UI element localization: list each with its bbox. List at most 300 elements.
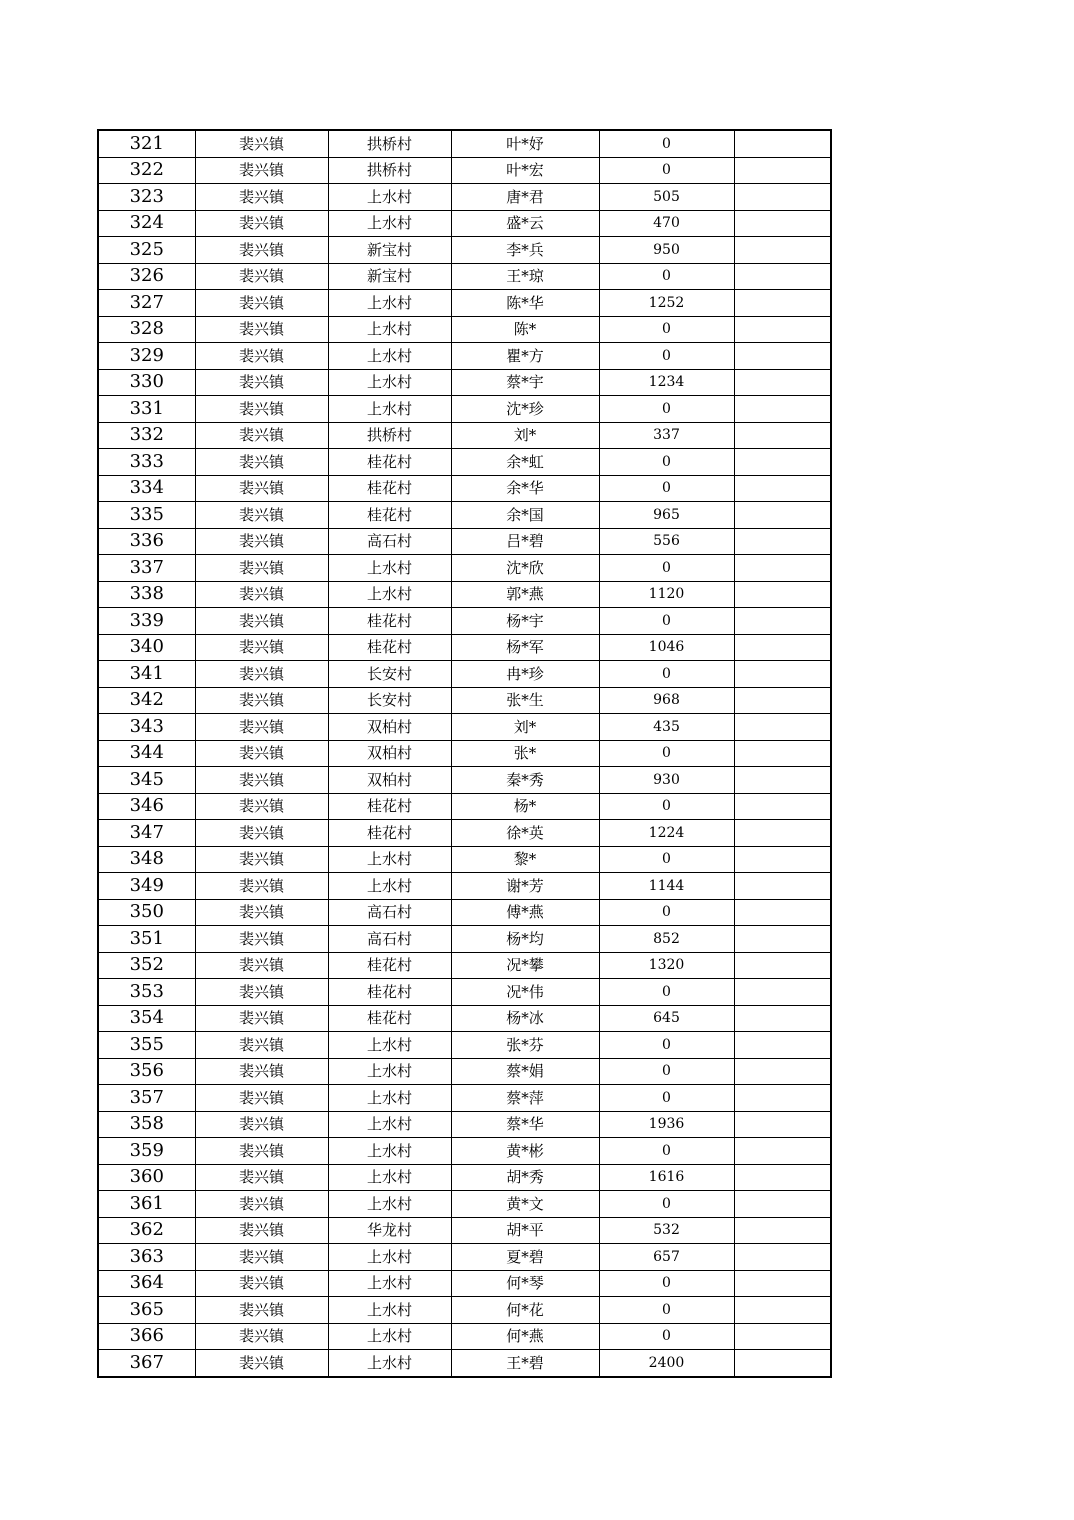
cell-remark bbox=[734, 396, 831, 423]
cell-village: 桂花村 bbox=[328, 608, 451, 635]
cell-amount: 1252 bbox=[599, 290, 734, 317]
cell-name: 秦*秀 bbox=[451, 767, 599, 794]
cell-town: 裴兴镇 bbox=[195, 369, 328, 396]
cell-remark bbox=[734, 422, 831, 449]
cell-village: 双柏村 bbox=[328, 767, 451, 794]
cell-amount: 0 bbox=[599, 899, 734, 926]
cell-row-number: 358 bbox=[98, 1111, 195, 1138]
table-row bbox=[98, 714, 831, 741]
cell-row-number: 341 bbox=[98, 661, 195, 688]
table-row bbox=[98, 1164, 831, 1191]
cell-name: 况*攀 bbox=[451, 952, 599, 979]
cell-name: 郭*燕 bbox=[451, 581, 599, 608]
cell-amount: 435 bbox=[599, 714, 734, 741]
cell-town: 裴兴镇 bbox=[195, 1244, 328, 1271]
cell-name: 杨*宇 bbox=[451, 608, 599, 635]
cell-village: 桂花村 bbox=[328, 952, 451, 979]
table-row bbox=[98, 793, 831, 820]
cell-amount: 0 bbox=[599, 661, 734, 688]
cell-remark bbox=[734, 130, 831, 157]
cell-remark bbox=[734, 475, 831, 502]
cell-village: 上水村 bbox=[328, 369, 451, 396]
cell-name: 张*芬 bbox=[451, 1032, 599, 1059]
cell-row-number: 350 bbox=[98, 899, 195, 926]
cell-village: 上水村 bbox=[328, 1270, 451, 1297]
cell-town: 裴兴镇 bbox=[195, 899, 328, 926]
cell-row-number: 338 bbox=[98, 581, 195, 608]
cell-name: 沈*欣 bbox=[451, 555, 599, 582]
cell-remark bbox=[734, 210, 831, 237]
cell-town: 裴兴镇 bbox=[195, 130, 328, 157]
cell-village: 长安村 bbox=[328, 661, 451, 688]
cell-name: 刘* bbox=[451, 422, 599, 449]
cell-town: 裴兴镇 bbox=[195, 581, 328, 608]
table-row bbox=[98, 820, 831, 847]
cell-name: 叶*宏 bbox=[451, 157, 599, 184]
cell-name: 冉*珍 bbox=[451, 661, 599, 688]
cell-remark bbox=[734, 449, 831, 476]
cell-village: 拱桥村 bbox=[328, 130, 451, 157]
cell-amount: 0 bbox=[599, 130, 734, 157]
cell-village: 高石村 bbox=[328, 926, 451, 953]
cell-town: 裴兴镇 bbox=[195, 661, 328, 688]
cell-name: 唐*君 bbox=[451, 184, 599, 211]
cell-name: 张* bbox=[451, 740, 599, 767]
cell-town: 裴兴镇 bbox=[195, 475, 328, 502]
cell-name: 杨*军 bbox=[451, 634, 599, 661]
cell-amount: 0 bbox=[599, 740, 734, 767]
cell-row-number: 337 bbox=[98, 555, 195, 582]
cell-remark bbox=[734, 634, 831, 661]
cell-village: 上水村 bbox=[328, 1323, 451, 1350]
cell-remark bbox=[734, 1244, 831, 1271]
cell-town: 裴兴镇 bbox=[195, 1111, 328, 1138]
cell-town: 裴兴镇 bbox=[195, 1032, 328, 1059]
cell-name: 张*生 bbox=[451, 687, 599, 714]
cell-name: 黄*文 bbox=[451, 1191, 599, 1218]
cell-remark bbox=[734, 581, 831, 608]
cell-remark bbox=[734, 1138, 831, 1165]
cell-name: 李*兵 bbox=[451, 237, 599, 264]
cell-name: 何*琴 bbox=[451, 1270, 599, 1297]
cell-name: 陈* bbox=[451, 316, 599, 343]
cell-row-number: 356 bbox=[98, 1058, 195, 1085]
cell-town: 裴兴镇 bbox=[195, 820, 328, 847]
cell-amount: 505 bbox=[599, 184, 734, 211]
cell-amount: 1144 bbox=[599, 873, 734, 900]
cell-village: 桂花村 bbox=[328, 502, 451, 529]
cell-village: 上水村 bbox=[328, 1032, 451, 1059]
cell-remark bbox=[734, 846, 831, 873]
cell-town: 裴兴镇 bbox=[195, 1217, 328, 1244]
table-row bbox=[98, 237, 831, 264]
cell-town: 裴兴镇 bbox=[195, 926, 328, 953]
table-row bbox=[98, 1270, 831, 1297]
cell-village: 上水村 bbox=[328, 396, 451, 423]
table-row bbox=[98, 396, 831, 423]
cell-remark bbox=[734, 926, 831, 953]
cell-amount: 0 bbox=[599, 1058, 734, 1085]
cell-town: 裴兴镇 bbox=[195, 263, 328, 290]
cell-village: 上水村 bbox=[328, 1111, 451, 1138]
table-row bbox=[98, 475, 831, 502]
cell-name: 杨*均 bbox=[451, 926, 599, 953]
table-row bbox=[98, 1085, 831, 1112]
cell-village: 拱桥村 bbox=[328, 422, 451, 449]
cell-remark bbox=[734, 1085, 831, 1112]
cell-name: 黎* bbox=[451, 846, 599, 873]
cell-remark bbox=[734, 343, 831, 370]
table-row bbox=[98, 952, 831, 979]
table-row bbox=[98, 210, 831, 237]
cell-village: 拱桥村 bbox=[328, 157, 451, 184]
cell-remark bbox=[734, 873, 831, 900]
cell-remark bbox=[734, 1111, 831, 1138]
cell-amount: 965 bbox=[599, 502, 734, 529]
table-row bbox=[98, 740, 831, 767]
cell-row-number: 333 bbox=[98, 449, 195, 476]
table-body bbox=[98, 130, 831, 1377]
cell-town: 裴兴镇 bbox=[195, 1350, 328, 1377]
cell-row-number: 349 bbox=[98, 873, 195, 900]
cell-town: 裴兴镇 bbox=[195, 714, 328, 741]
cell-name: 余*虹 bbox=[451, 449, 599, 476]
cell-village: 桂花村 bbox=[328, 634, 451, 661]
table-row bbox=[98, 846, 831, 873]
cell-amount: 1234 bbox=[599, 369, 734, 396]
cell-row-number: 335 bbox=[98, 502, 195, 529]
cell-town: 裴兴镇 bbox=[195, 1164, 328, 1191]
cell-village: 上水村 bbox=[328, 1191, 451, 1218]
cell-town: 裴兴镇 bbox=[195, 608, 328, 635]
cell-remark bbox=[734, 1297, 831, 1324]
cell-row-number: 351 bbox=[98, 926, 195, 953]
cell-village: 桂花村 bbox=[328, 793, 451, 820]
cell-row-number: 321 bbox=[98, 130, 195, 157]
cell-amount: 1936 bbox=[599, 1111, 734, 1138]
cell-row-number: 355 bbox=[98, 1032, 195, 1059]
cell-amount: 1120 bbox=[599, 581, 734, 608]
table-row bbox=[98, 1032, 831, 1059]
cell-remark bbox=[734, 1270, 831, 1297]
cell-row-number: 331 bbox=[98, 396, 195, 423]
cell-amount: 1046 bbox=[599, 634, 734, 661]
cell-row-number: 343 bbox=[98, 714, 195, 741]
cell-row-number: 363 bbox=[98, 1244, 195, 1271]
cell-remark bbox=[734, 979, 831, 1006]
cell-village: 上水村 bbox=[328, 555, 451, 582]
cell-village: 上水村 bbox=[328, 316, 451, 343]
cell-amount: 0 bbox=[599, 316, 734, 343]
table-row bbox=[98, 1138, 831, 1165]
cell-amount: 0 bbox=[599, 157, 734, 184]
cell-remark bbox=[734, 1058, 831, 1085]
table-row bbox=[98, 290, 831, 317]
cell-remark bbox=[734, 237, 831, 264]
cell-remark bbox=[734, 1323, 831, 1350]
table-row bbox=[98, 343, 831, 370]
cell-village: 双柏村 bbox=[328, 740, 451, 767]
table-row bbox=[98, 555, 831, 582]
cell-village: 上水村 bbox=[328, 846, 451, 873]
cell-town: 裴兴镇 bbox=[195, 952, 328, 979]
cell-row-number: 334 bbox=[98, 475, 195, 502]
cell-village: 上水村 bbox=[328, 1085, 451, 1112]
table-row bbox=[98, 1244, 831, 1271]
cell-town: 裴兴镇 bbox=[195, 1191, 328, 1218]
cell-row-number: 365 bbox=[98, 1297, 195, 1324]
table-row bbox=[98, 687, 831, 714]
cell-amount: 0 bbox=[599, 1085, 734, 1112]
cell-name: 夏*碧 bbox=[451, 1244, 599, 1271]
cell-village: 上水村 bbox=[328, 873, 451, 900]
cell-amount: 852 bbox=[599, 926, 734, 953]
cell-town: 裴兴镇 bbox=[195, 555, 328, 582]
cell-row-number: 364 bbox=[98, 1270, 195, 1297]
cell-amount: 0 bbox=[599, 846, 734, 873]
cell-row-number: 336 bbox=[98, 528, 195, 555]
cell-village: 上水村 bbox=[328, 1058, 451, 1085]
cell-row-number: 328 bbox=[98, 316, 195, 343]
table-row bbox=[98, 449, 831, 476]
cell-village: 上水村 bbox=[328, 1164, 451, 1191]
cell-village: 上水村 bbox=[328, 210, 451, 237]
cell-amount: 0 bbox=[599, 1270, 734, 1297]
cell-town: 裴兴镇 bbox=[195, 740, 328, 767]
cell-remark bbox=[734, 608, 831, 635]
cell-town: 裴兴镇 bbox=[195, 316, 328, 343]
cell-name: 刘* bbox=[451, 714, 599, 741]
cell-row-number: 354 bbox=[98, 1005, 195, 1032]
table-row bbox=[98, 130, 831, 157]
cell-remark bbox=[734, 290, 831, 317]
cell-name: 况*伟 bbox=[451, 979, 599, 1006]
cell-village: 高石村 bbox=[328, 899, 451, 926]
cell-row-number: 345 bbox=[98, 767, 195, 794]
cell-row-number: 362 bbox=[98, 1217, 195, 1244]
table-row bbox=[98, 184, 831, 211]
cell-name: 胡*秀 bbox=[451, 1164, 599, 1191]
cell-town: 裴兴镇 bbox=[195, 343, 328, 370]
table-row bbox=[98, 316, 831, 343]
cell-row-number: 353 bbox=[98, 979, 195, 1006]
cell-amount: 0 bbox=[599, 793, 734, 820]
table-row bbox=[98, 502, 831, 529]
cell-village: 上水村 bbox=[328, 1244, 451, 1271]
cell-row-number: 323 bbox=[98, 184, 195, 211]
cell-town: 裴兴镇 bbox=[195, 210, 328, 237]
cell-town: 裴兴镇 bbox=[195, 687, 328, 714]
cell-remark bbox=[734, 157, 831, 184]
cell-village: 上水村 bbox=[328, 581, 451, 608]
cell-row-number: 339 bbox=[98, 608, 195, 635]
table-row bbox=[98, 422, 831, 449]
cell-village: 新宝村 bbox=[328, 237, 451, 264]
cell-name: 沈*珍 bbox=[451, 396, 599, 423]
cell-amount: 0 bbox=[599, 979, 734, 1006]
cell-remark bbox=[734, 502, 831, 529]
data-table bbox=[97, 129, 832, 1378]
cell-remark bbox=[734, 1350, 831, 1377]
cell-name: 黄*彬 bbox=[451, 1138, 599, 1165]
cell-row-number: 344 bbox=[98, 740, 195, 767]
cell-amount: 532 bbox=[599, 1217, 734, 1244]
cell-town: 裴兴镇 bbox=[195, 634, 328, 661]
cell-remark bbox=[734, 687, 831, 714]
cell-name: 盛*云 bbox=[451, 210, 599, 237]
cell-name: 杨* bbox=[451, 793, 599, 820]
cell-remark bbox=[734, 714, 831, 741]
table-row bbox=[98, 979, 831, 1006]
cell-amount: 1224 bbox=[599, 820, 734, 847]
cell-town: 裴兴镇 bbox=[195, 767, 328, 794]
cell-remark bbox=[734, 528, 831, 555]
cell-village: 上水村 bbox=[328, 1350, 451, 1377]
table-row bbox=[98, 634, 831, 661]
table-row bbox=[98, 661, 831, 688]
table-row bbox=[98, 369, 831, 396]
cell-name: 何*燕 bbox=[451, 1323, 599, 1350]
cell-row-number: 326 bbox=[98, 263, 195, 290]
cell-name: 王*琼 bbox=[451, 263, 599, 290]
cell-remark bbox=[734, 793, 831, 820]
cell-town: 裴兴镇 bbox=[195, 1058, 328, 1085]
cell-village: 桂花村 bbox=[328, 475, 451, 502]
cell-town: 裴兴镇 bbox=[195, 528, 328, 555]
cell-name: 胡*平 bbox=[451, 1217, 599, 1244]
cell-village: 上水村 bbox=[328, 1297, 451, 1324]
cell-town: 裴兴镇 bbox=[195, 1270, 328, 1297]
cell-row-number: 340 bbox=[98, 634, 195, 661]
cell-amount: 0 bbox=[599, 449, 734, 476]
cell-row-number: 330 bbox=[98, 369, 195, 396]
table-row bbox=[98, 608, 831, 635]
table-row bbox=[98, 1350, 831, 1377]
cell-town: 裴兴镇 bbox=[195, 1323, 328, 1350]
cell-remark bbox=[734, 1005, 831, 1032]
cell-town: 裴兴镇 bbox=[195, 290, 328, 317]
cell-name: 瞿*方 bbox=[451, 343, 599, 370]
cell-village: 桂花村 bbox=[328, 979, 451, 1006]
cell-town: 裴兴镇 bbox=[195, 157, 328, 184]
cell-amount: 645 bbox=[599, 1005, 734, 1032]
cell-row-number: 361 bbox=[98, 1191, 195, 1218]
cell-remark bbox=[734, 767, 831, 794]
cell-remark bbox=[734, 661, 831, 688]
cell-name: 蔡*华 bbox=[451, 1111, 599, 1138]
cell-village: 双柏村 bbox=[328, 714, 451, 741]
table-row bbox=[98, 1217, 831, 1244]
cell-town: 裴兴镇 bbox=[195, 502, 328, 529]
cell-town: 裴兴镇 bbox=[195, 793, 328, 820]
cell-amount: 0 bbox=[599, 1032, 734, 1059]
cell-amount: 0 bbox=[599, 396, 734, 423]
cell-name: 谢*芳 bbox=[451, 873, 599, 900]
cell-remark bbox=[734, 899, 831, 926]
cell-name: 傅*燕 bbox=[451, 899, 599, 926]
cell-amount: 950 bbox=[599, 237, 734, 264]
cell-remark bbox=[734, 740, 831, 767]
cell-remark bbox=[734, 1164, 831, 1191]
cell-remark bbox=[734, 952, 831, 979]
table-row bbox=[98, 767, 831, 794]
cell-name: 余*国 bbox=[451, 502, 599, 529]
cell-amount: 0 bbox=[599, 1138, 734, 1165]
cell-name: 陈*华 bbox=[451, 290, 599, 317]
cell-name: 余*华 bbox=[451, 475, 599, 502]
cell-row-number: 342 bbox=[98, 687, 195, 714]
cell-remark bbox=[734, 1217, 831, 1244]
cell-village: 新宝村 bbox=[328, 263, 451, 290]
cell-amount: 657 bbox=[599, 1244, 734, 1271]
table-row bbox=[98, 1297, 831, 1324]
cell-amount: 0 bbox=[599, 343, 734, 370]
cell-town: 裴兴镇 bbox=[195, 396, 328, 423]
cell-town: 裴兴镇 bbox=[195, 1138, 328, 1165]
cell-town: 裴兴镇 bbox=[195, 1297, 328, 1324]
cell-amount: 0 bbox=[599, 1191, 734, 1218]
cell-town: 裴兴镇 bbox=[195, 979, 328, 1006]
cell-amount: 2400 bbox=[599, 1350, 734, 1377]
table-row bbox=[98, 1111, 831, 1138]
cell-town: 裴兴镇 bbox=[195, 237, 328, 264]
cell-row-number: 347 bbox=[98, 820, 195, 847]
cell-row-number: 352 bbox=[98, 952, 195, 979]
cell-name: 何*花 bbox=[451, 1297, 599, 1324]
cell-village: 上水村 bbox=[328, 1138, 451, 1165]
cell-amount: 0 bbox=[599, 1323, 734, 1350]
table-row bbox=[98, 899, 831, 926]
cell-village: 上水村 bbox=[328, 290, 451, 317]
table-row bbox=[98, 1058, 831, 1085]
cell-remark bbox=[734, 820, 831, 847]
cell-remark bbox=[734, 555, 831, 582]
cell-remark bbox=[734, 1191, 831, 1218]
cell-town: 裴兴镇 bbox=[195, 184, 328, 211]
cell-name: 王*碧 bbox=[451, 1350, 599, 1377]
cell-row-number: 366 bbox=[98, 1323, 195, 1350]
cell-amount: 1320 bbox=[599, 952, 734, 979]
cell-row-number: 327 bbox=[98, 290, 195, 317]
cell-amount: 930 bbox=[599, 767, 734, 794]
table-row bbox=[98, 157, 831, 184]
cell-amount: 0 bbox=[599, 1297, 734, 1324]
cell-village: 上水村 bbox=[328, 343, 451, 370]
cell-name: 蔡*宇 bbox=[451, 369, 599, 396]
cell-amount: 968 bbox=[599, 687, 734, 714]
cell-name: 徐*英 bbox=[451, 820, 599, 847]
cell-town: 裴兴镇 bbox=[195, 422, 328, 449]
cell-remark bbox=[734, 316, 831, 343]
table-row bbox=[98, 263, 831, 290]
cell-village: 长安村 bbox=[328, 687, 451, 714]
cell-name: 杨*冰 bbox=[451, 1005, 599, 1032]
cell-village: 华龙村 bbox=[328, 1217, 451, 1244]
cell-row-number: 322 bbox=[98, 157, 195, 184]
cell-name: 蔡*萍 bbox=[451, 1085, 599, 1112]
cell-row-number: 359 bbox=[98, 1138, 195, 1165]
cell-town: 裴兴镇 bbox=[195, 1005, 328, 1032]
cell-amount: 337 bbox=[599, 422, 734, 449]
cell-row-number: 357 bbox=[98, 1085, 195, 1112]
cell-remark bbox=[734, 369, 831, 396]
cell-amount: 556 bbox=[599, 528, 734, 555]
cell-remark bbox=[734, 263, 831, 290]
table-row bbox=[98, 873, 831, 900]
cell-row-number: 360 bbox=[98, 1164, 195, 1191]
cell-row-number: 325 bbox=[98, 237, 195, 264]
cell-remark bbox=[734, 1032, 831, 1059]
